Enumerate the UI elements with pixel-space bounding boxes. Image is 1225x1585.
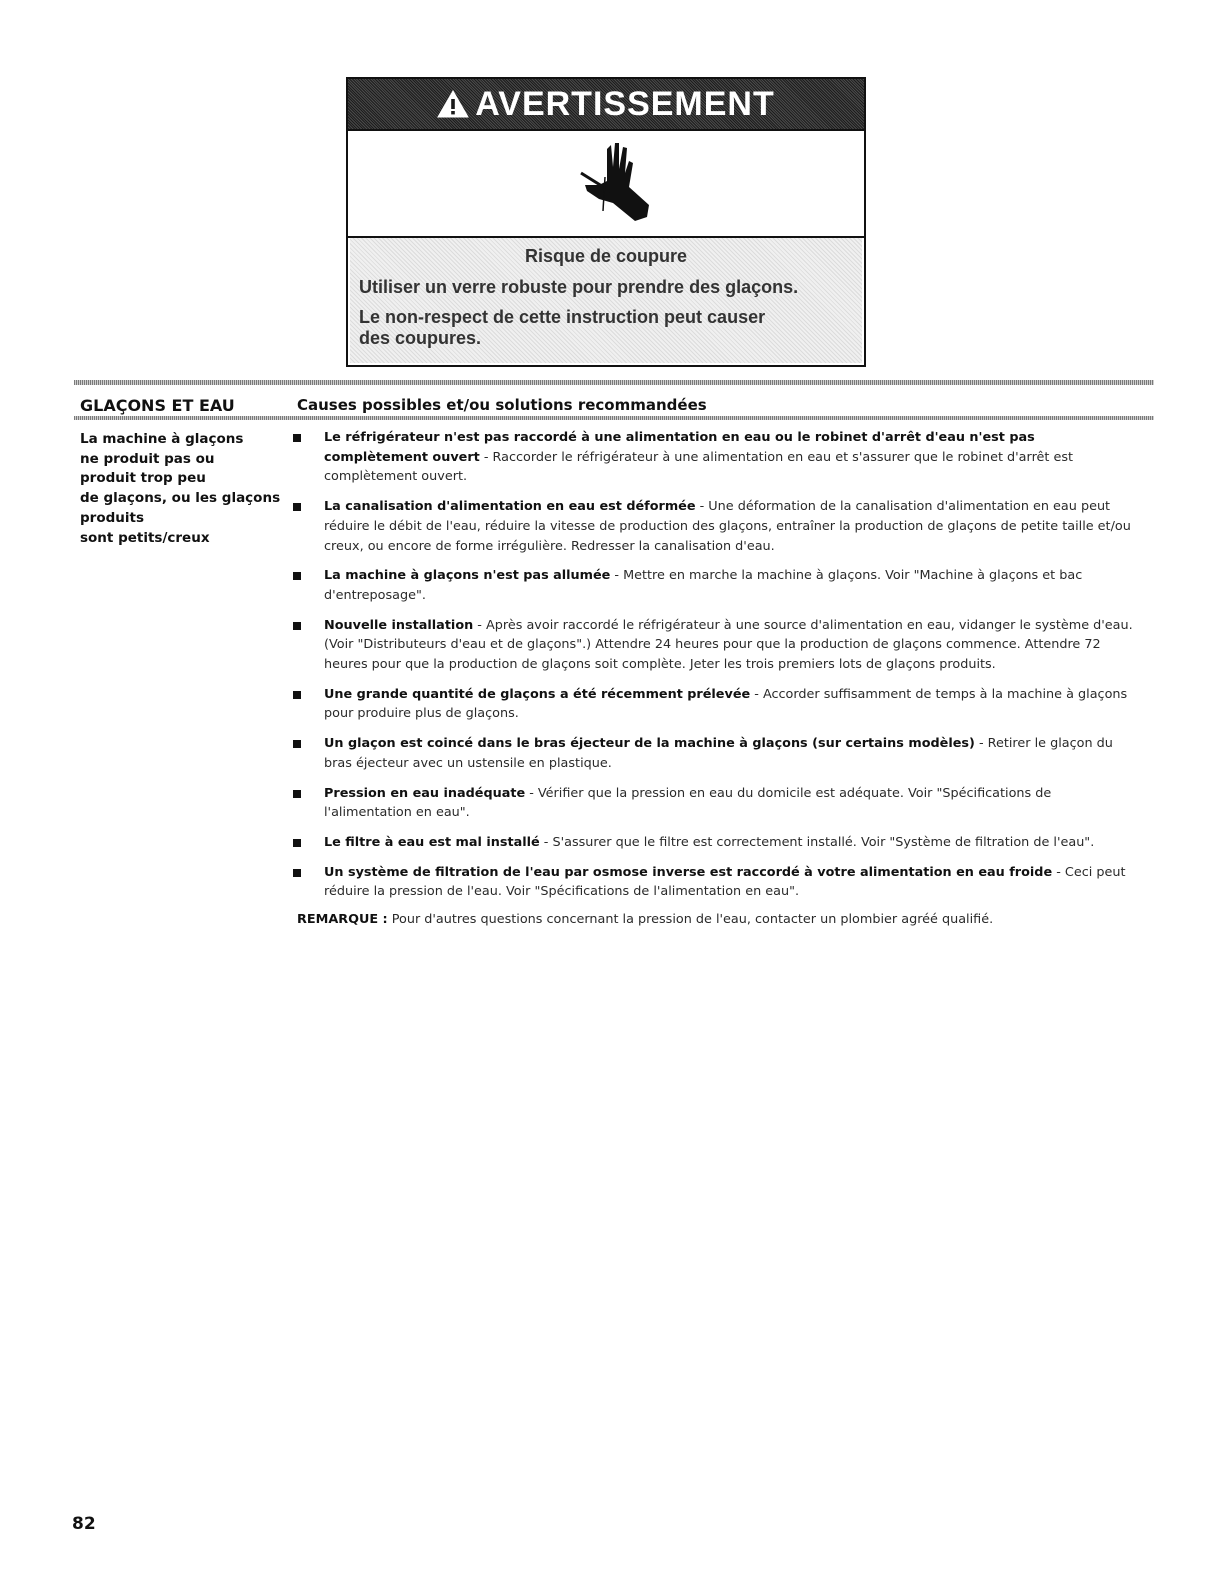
header-rule-top xyxy=(74,380,1154,385)
cause-item xyxy=(289,784,1139,823)
square-bullet-icon xyxy=(293,622,301,630)
cause-solution: - Raccorder le réfrigérateur à une alimentation en eau et s'assurer que le robinet d'arrêt est complètement ouvert. xyxy=(324,449,1074,485)
cause-solution: - Une déformation de la canalisation d'alimentation en eau peut réduire le débit de l'eau, réduire la vitesse de production des glaçons, entraîner la production de glaçons de petite taille et/ou creux, ou encore de forme irrégulière. Redresser la canalisation d'eau. xyxy=(324,499,1131,554)
page-number: 82 xyxy=(72,1514,96,1534)
cause-title: Un système de filtration de l'eau par osmose inverse est raccordé à votre alimentation en eau froide xyxy=(324,864,1053,880)
cause-item xyxy=(289,616,1139,675)
cause-title: La machine à glaçons n'est pas allumée xyxy=(324,568,611,584)
cause-solution: - S'assurer que le filtre est correctement installé. Voir "Système de filtration de l'eau". xyxy=(539,834,1095,850)
square-bullet-icon xyxy=(293,740,301,748)
cause-title: Une grande quantité de glaçons a été récemment prélevée xyxy=(324,686,751,702)
warning-header xyxy=(348,79,864,131)
cause-item xyxy=(289,863,1139,902)
cause-title: La canalisation d'alimentation en eau est déformée xyxy=(324,499,696,515)
note xyxy=(297,912,993,927)
warning-consequence: Le non-respect de cette instruction peut causer des coupures. xyxy=(359,307,766,348)
cause-solution: - Mettre en marche la machine à glaçons. Voir "Machine à glaçons et bac d'entreposage". xyxy=(324,568,1083,603)
warning-box xyxy=(346,77,866,367)
cause-item xyxy=(289,685,1139,724)
problem-line: produits xyxy=(80,509,144,526)
cause-item xyxy=(289,833,1139,853)
problem-line: de glaçons, ou les glaçons xyxy=(80,490,281,507)
cause-item xyxy=(289,497,1139,556)
square-bullet-icon xyxy=(293,434,301,442)
warning-instruction: Utiliser un verre robuste pour prendre des glaçons. xyxy=(359,277,799,297)
cause-solution: - Retirer le glaçon du bras éjecteur avec un ustensile en plastique. xyxy=(324,736,1113,771)
note-label: REMARQUE : xyxy=(297,912,388,927)
square-bullet-icon xyxy=(293,869,301,877)
cause-item xyxy=(289,428,1139,487)
cause-solution: - Ceci peut réduire la pression de l'eau. Voir "Spécifications de l'alimentation en eau". xyxy=(324,864,1126,900)
cause-title: Pression en eau inadéquate xyxy=(324,785,526,801)
square-bullet-icon xyxy=(293,790,301,798)
header-rule-bottom xyxy=(74,416,1154,420)
cause-title: Le filtre à eau est mal installé xyxy=(324,834,540,850)
problem-line: produit trop peu xyxy=(80,470,206,487)
square-bullet-icon xyxy=(293,839,301,847)
warning-hazard: Risque de coupure xyxy=(524,246,688,266)
cause-item xyxy=(289,734,1139,773)
square-bullet-icon xyxy=(293,503,301,511)
square-bullet-icon xyxy=(293,572,301,580)
problem-line: ne produit pas ou xyxy=(80,450,215,467)
cause-title: Nouvelle installation xyxy=(324,617,474,633)
causes-list xyxy=(289,428,1139,912)
warning-message xyxy=(350,238,862,363)
column-header-causes: Causes possibles et/ou solutions recommandées xyxy=(297,396,707,414)
cause-solution: - Accorder suffisamment de temps à la machine à glaçons pour produire plus de glaçons. xyxy=(324,686,1128,722)
problem-line: sont petits/creux xyxy=(80,529,210,546)
cause-solution: - Après avoir raccordé le réfrigérateur à une source d'alimentation en eau, vidanger le système d'eau. (Voir "Distributeurs d'eau et de glaçons".) Attendre 24 heures pour que la production de glaçons commence. Attendre 72 heures pour que la production de glaçons soit complète. Jeter les trois premiers lots de glaçons produits. xyxy=(324,617,1133,673)
cause-item xyxy=(289,566,1139,605)
warning-pictogram xyxy=(348,131,864,238)
warning-title: AVERTISSEMENT xyxy=(475,84,775,123)
problem-description xyxy=(80,430,280,548)
square-bullet-icon xyxy=(293,691,301,699)
column-header-problem: GLAÇONS ET EAU xyxy=(80,396,235,415)
cause-title: Un glaçon est coincé dans le bras éjecteur de la machine à glaçons (sur certains modèles) xyxy=(324,736,975,752)
note-text: Pour d'autres questions concernant la pression de l'eau, contacter un plombier agréé qualifié. xyxy=(387,912,994,927)
cause-solution: - Vérifier que la pression en eau du domicile est adéquate. Voir "Spécifications de l'alimentation en eau". xyxy=(324,785,1052,821)
cut-hand-icon xyxy=(551,137,661,231)
problem-line: La machine à glaçons xyxy=(80,431,244,447)
cause-title: Le réfrigérateur n'est pas raccordé à une alimentation en eau ou le robinet d'arrêt d'eau n'est pas complètement ouvert xyxy=(324,430,1035,465)
warning-triangle-icon xyxy=(437,89,469,119)
